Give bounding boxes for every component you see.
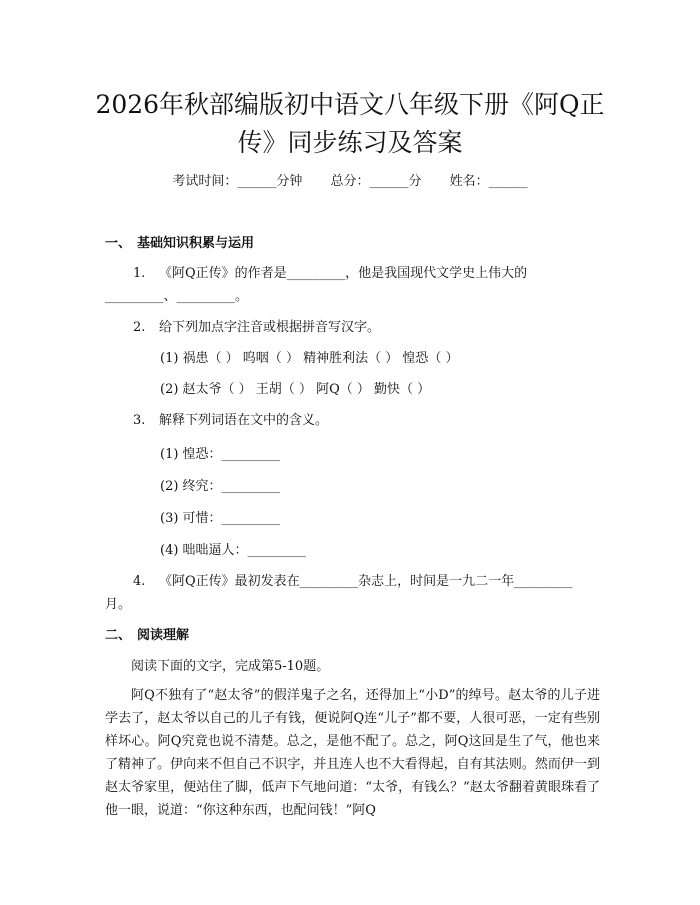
section-2-heading <box>105 624 189 643</box>
question-3-text: 解释下列词语在文中的含义。 <box>159 413 329 428</box>
section-1-title: 基础知识积累与运用 <box>137 236 255 251</box>
exam-name: 姓名：______ <box>449 174 528 189</box>
question-1-text: 《阿Q正传》的作者是_________，他是我国现代文学史上伟大的 <box>159 266 528 281</box>
question-2-text: 给下列加点字注音或根据拼音写汉字。 <box>159 320 381 335</box>
section-1-number: 一、 <box>105 236 132 251</box>
question-4-text: 《阿Q正传》最初发表在_________杂志上，时间是一九二一年_________ <box>159 574 573 589</box>
section-2-number: 二、 <box>105 628 132 643</box>
question-2-line-1: (1) 祸患（ ） 呜咽（ ） 精神胜利法（ ） 惶恐（ ） <box>160 351 459 366</box>
question-3 <box>133 409 328 428</box>
question-4 <box>133 570 573 589</box>
question-3-item-2: (2) 终究：_________ <box>160 479 281 494</box>
exam-time: 考试时间：______分钟 <box>172 174 303 189</box>
question-1-continuation: _________、_________。 <box>105 289 249 304</box>
question-2-line-2: (2) 赵太爷（ ） 王胡（ ） 阿Q（ ） 勤快（ ） <box>160 382 431 397</box>
reading-passage: 阿Q不独有了“赵太爷”的假洋鬼子之名，还得加上“小D”的绰号。赵太爷的儿子进学去了，赵太爷以自己的儿子有钱，便说阿Q连“儿子”都不要，人很可恶，一定有些别样坏心。阿Q究竟也说不清楚。总之，是他不配了。总之，阿Q这回是生了气，他也来了精神了。伊向来不但自己不识字，并且连人也不大看得起，自有其法则。然而伊一到赵太爷家里，便站住了脚，低声下气地问道：“太爷，有钱么？”赵太爷翻着黄眼珠看了他一眼，说道：“你这种东西，也配问钱！”阿Q <box>105 688 600 818</box>
exam-score: 总分：______分 <box>330 174 422 189</box>
question-3-item-3: (3) 可惜：_________ <box>160 511 281 526</box>
question-1 <box>133 262 527 281</box>
document-title: 2026年秋部编版初中语文八年级下册《阿Q正传》同步练习及答案 <box>95 90 605 157</box>
exam-info <box>0 170 700 189</box>
question-4-number: 4. <box>133 574 146 589</box>
question-2 <box>133 316 380 335</box>
question-3-number: 3. <box>133 413 146 428</box>
question-3-item-1: (1) 惶恐：_________ <box>160 447 281 462</box>
question-4-continuation: 月。 <box>105 597 132 612</box>
section-2-title: 阅读理解 <box>137 628 190 643</box>
section-1-heading <box>105 232 254 251</box>
question-1-number: 1. <box>133 266 146 281</box>
reading-instruction: 阅读下面的文字，完成第5-10题。 <box>131 659 330 674</box>
question-2-number: 2. <box>133 320 146 335</box>
question-3-item-4: (4) 咄咄逼人：_________ <box>160 543 307 558</box>
